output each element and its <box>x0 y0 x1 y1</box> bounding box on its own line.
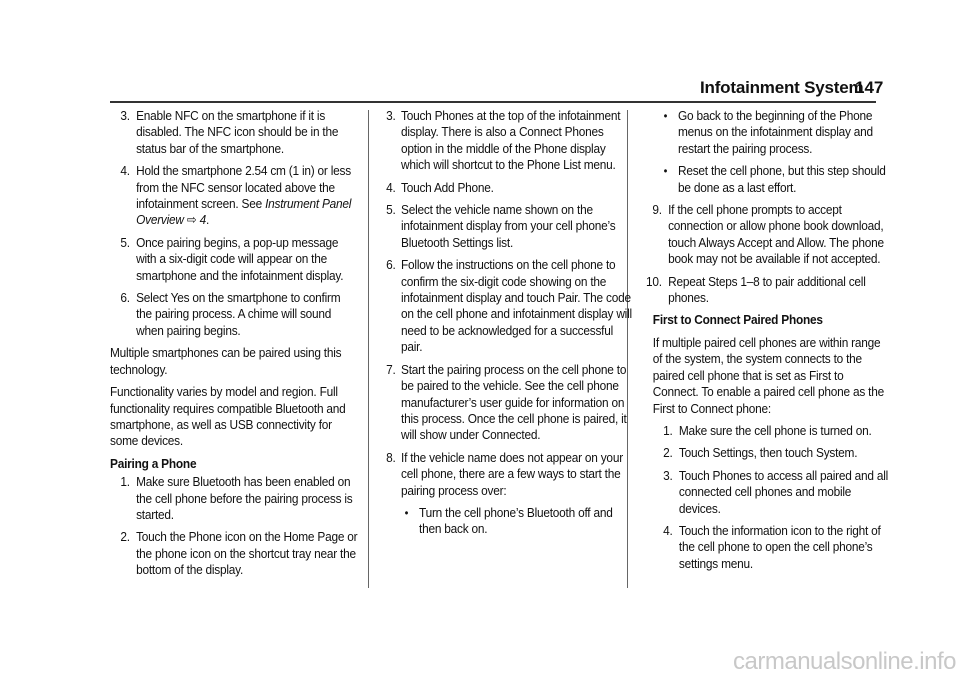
step-number: 5. <box>120 234 130 250</box>
step-6 <box>110 290 358 339</box>
step-text: Touch the Phone icon on the Home Page or the phone icon on the shortcut tray near the bottom of the display. <box>136 529 358 578</box>
step-text: Touch Settings, then touch System. <box>678 445 858 461</box>
header-rule <box>110 101 876 103</box>
step-5 <box>383 202 633 251</box>
step-text: Repeat Steps 1–8 to pair additional cell phones. <box>668 273 866 306</box>
step-number: 2. <box>663 445 673 461</box>
step-number: 5. <box>386 202 396 218</box>
page-reference-arrow-icon: ⇨ <box>186 212 197 228</box>
page-number: 147 <box>855 78 884 97</box>
step-text: If the cell phone prompts to accept connection or allow phone book download, touch Always Accept and Allow. The phone book may not be available if not accepted. <box>668 202 884 267</box>
bullet-item <box>383 505 633 538</box>
bullet-icon: • <box>404 505 409 520</box>
step-5 <box>110 235 358 284</box>
bullet-text: Turn the cell phone’s Bluetooth off and then back on. <box>419 504 613 537</box>
step-number: 4. <box>386 179 396 195</box>
step-text: Select Yes on the smartphone to confirm the pairing process. A chime will sound when pairing begins. <box>136 290 341 338</box>
step-text: Start the pairing process on the cell phone to be paired to the vehicle. See the cell phone manufacturer’s user guide for information on this process. Once the cell phone is paired, it will show under Connected. <box>401 361 627 443</box>
step-text: If the vehicle name does not appear on your cell phone, there are a few ways to start the pairing process over: <box>401 449 623 498</box>
step-4 <box>642 523 890 572</box>
paragraph: Functionality varies by model and region. Full functionality requires compatible Bluetooth and smartphone, as well as USB connectivity for some devices. <box>110 384 346 449</box>
bullet-text: Go back to the beginning of the Phone menus on the infotainment display and restart the pairing process. <box>678 108 873 156</box>
bullet-text: Reset the cell phone, but this step should be done as a last effort. <box>678 163 886 195</box>
step-3 <box>642 468 890 517</box>
step-text: Select the vehicle name shown on the infotainment display from your cell phone’s Bluetooth Settings list. <box>401 202 616 250</box>
step-number: 6. <box>386 257 396 273</box>
cross-reference-page[interactable]: 4 <box>199 212 207 228</box>
column-1 <box>110 108 358 585</box>
step-number: 3. <box>663 467 673 483</box>
step-2 <box>110 529 358 578</box>
step-number: 7. <box>386 361 396 377</box>
step-number: 3. <box>386 108 396 123</box>
column-divider-1 <box>368 110 369 588</box>
step-text: Once pairing begins, a pop-up message with a six-digit code will appear on the smartphone and the infotainment display. <box>136 234 344 283</box>
step-number: 8. <box>386 449 396 465</box>
step-text: Make sure the cell phone is turned on. <box>678 422 872 438</box>
bullet-item <box>642 163 890 196</box>
section-title: Infotainment System <box>700 78 864 97</box>
step-number: 3. <box>120 108 130 123</box>
step-number: 1. <box>120 474 130 490</box>
step-text: Touch Phones to access all paired and all connected cell phones and mobile devices. <box>678 467 889 516</box>
step-text: Touch the information icon to the right of the cell phone to open the cell phone’s settings menu. <box>678 522 881 571</box>
step-number: 9. <box>652 202 662 218</box>
bullet-icon: • <box>663 109 668 123</box>
step-number: 1. <box>663 422 673 438</box>
step-text: Make sure Bluetooth has been enabled on the cell phone before the pairing process is started. <box>136 474 353 522</box>
step-8 <box>383 450 633 499</box>
paragraph: Multiple smartphones can be paired using this technology. <box>110 345 342 377</box>
paragraph: If multiple paired cell phones are within range of the system, the system connects to the paired cell phone that is set as First to Connect. To enable a paired cell phone as the First to Connect phone: <box>652 334 884 416</box>
step-3 <box>383 108 633 174</box>
step-1 <box>642 423 890 439</box>
step-text: Hold the smartphone 2.54 cm (1 in) or less from the NFC sensor located above the infotainment screen. See <box>136 163 351 212</box>
column-2 <box>383 108 633 544</box>
step-9 <box>642 202 890 268</box>
step-number: 2. <box>120 529 130 545</box>
bullet-icon: • <box>663 164 668 179</box>
step-number: 10. <box>645 273 662 289</box>
step-6 <box>383 257 633 355</box>
step-4 <box>383 180 633 196</box>
step-3 <box>110 108 358 157</box>
step-7 <box>383 362 633 444</box>
step-text: Touch Add Phone. <box>401 179 494 195</box>
step-text: Touch Phones at the top of the infotainment display. There is also a Connect Phones option in the middle of the Phone display which will shortcut to the Phone List menu. <box>401 108 621 173</box>
bullet-item <box>642 108 890 157</box>
column-3 <box>642 108 890 578</box>
step-text: Enable NFC on the smartphone if it is disabled. The NFC icon should be in the status bar of the smartphone. <box>136 108 339 156</box>
subheading: Pairing a Phone <box>110 455 197 471</box>
step-10 <box>642 274 890 307</box>
watermark: carmanualsonline.info <box>733 648 956 675</box>
step-number: 4. <box>663 522 673 538</box>
step-4 <box>110 163 358 229</box>
subheading: First to Connect Paired Phones <box>652 312 823 328</box>
step-number: 4. <box>120 163 130 179</box>
step-2 <box>642 445 890 461</box>
step-text: Follow the instructions on the cell phone to confirm the six-digit code showing on the infotainment display and touch Pair. The code on the cell phone and infotainment display will need to be acknowledged for a successful pair. <box>401 257 632 355</box>
step-1 <box>110 474 358 523</box>
step-number: 6. <box>120 290 130 306</box>
sentence-end: . <box>206 212 210 228</box>
cross-reference-link[interactable]: Instrument Panel Overview <box>136 196 352 228</box>
